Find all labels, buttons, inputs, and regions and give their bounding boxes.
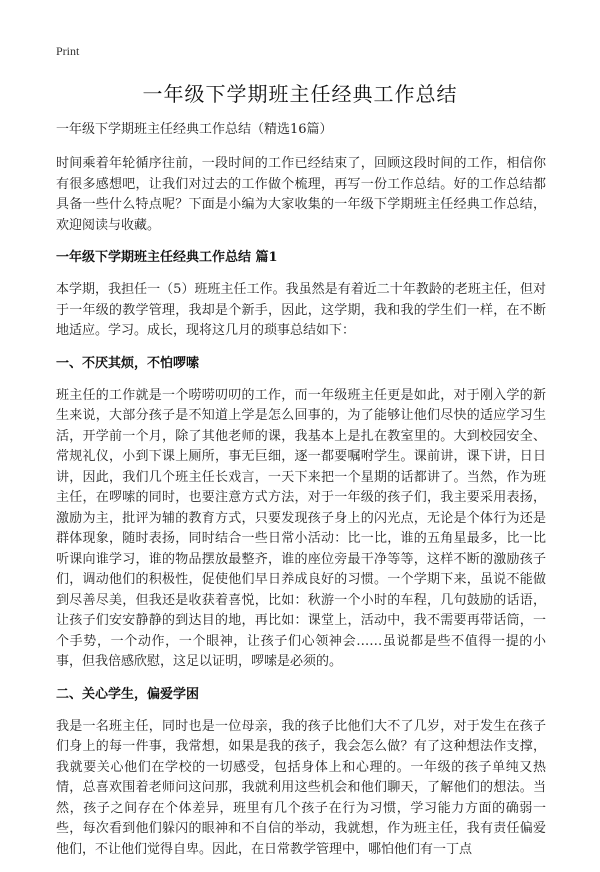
section-1-paragraph: 班主任的工作就是一个唠唠叨叨的工作，而一年级班主任更是如此，对于刚入学的新生来说，大部分孩子是不知道上学是怎么回事的，为了能够让他们尽快的适应学习生活，开学前一个月，除了其他老师的课，我基本上是扎在教室里的。大到校园安全、常规礼仪，小到下课上厕所，事无巨细，逐一都要嘱咐学生。课前讲，课下讲，日日讲，因此，我们几个班主任长戏言，一天下来把一个星期的话都讲了。当然，作为班主任，在啰嗦的同时，也要注意方式方法，对于一年级的孩子们，我主要采用表扬，激励为主，批评为辅的教育方式，只要发现孩子身上的闪光点，无论是个体行为还是群体现象，随时表扬，同时结合一些日常小活动：比一比，谁的五角星最多，比一比听课向谁学习，谁的物品摆放最整齐，谁的座位旁最干净等等，这样不断的激励孩子们，调动他们的积极性，促使他们早日养成良好的习惯。一个学期下来，虽说不能做到尽善尽美，但我还是收获着喜悦，比如：秋游一个小时的车程，几句鼓励的话语，让孩子们安安静静的到达目的地，再比如：课堂上，活动中，我不需要再带话筒，一个手势，一个动作，一个眼神，让孩子们心领神会……虽说都是些不值得一提的小事，但我倍感欣慰，这足以证明，啰嗦是必须的。: [56, 387, 546, 669]
section-2-paragraph: 我是一名班主任，同时也是一位母亲，我的孩子比他们大不了几岁，对于发生在孩子们身上的每一件事，我常想，如果是我的孩子，我会怎么做？有了这种想法作支撑，我就要关心他们在学校的一切感受，包括身体上和心理的。一年级的孩子单纯又热情，总喜欢围着老师问这问那，我就利用这些机会和他们聊天，了解他们的想法。当然，孩子之间存在个体差异，班里有几个孩子在行为习惯，学习能力方面的确弱一些，每次看到他们躲闪的眼神和不自信的举动，我就想，作为班主任，我有责任偏爱他们，不让他们觉得自卑。因此，在日常教学管理中，哪怕他们有一丁点: [56, 718, 546, 857]
document-body: [56, 120, 546, 872]
section-1-title: 一、不厌其烦，不怕啰嗦: [56, 355, 200, 371]
article-heading: 一年级下学期班主任经典工作总结 篇1: [56, 250, 278, 265]
article-intro-paragraph: 本学期，我担任一（5）班班主任工作。我虽然是有着近二十年教龄的老班主任，但对于一年级的教学管理，我却是个新手，因此，这学期，我和我的学生们一样，在不断地适应。学习。成长，现将这几月的琐事总结如下：: [56, 282, 546, 338]
document-title: 一年级下学期班主任经典工作总结: [142, 82, 458, 106]
section-2-title: 二、关心学生，偏爱学困: [56, 686, 200, 702]
intro-paragraph: 时间乘着年轮循序往前，一段时间的工作已经结束了，回顾这段时间的工作，相信你有很多感想吧，让我们对过去的工作做个梳理，再写一份工作总结。好的工作总结都具备一些什么特点呢？下面是小编为大家收集的一年级下学期班主任经典工作总结，欢迎阅读与收藏。: [56, 156, 546, 233]
document-subtitle: 一年级下学期班主任经典工作总结（精选16篇）: [56, 122, 333, 137]
print-label: Print: [56, 44, 80, 58]
